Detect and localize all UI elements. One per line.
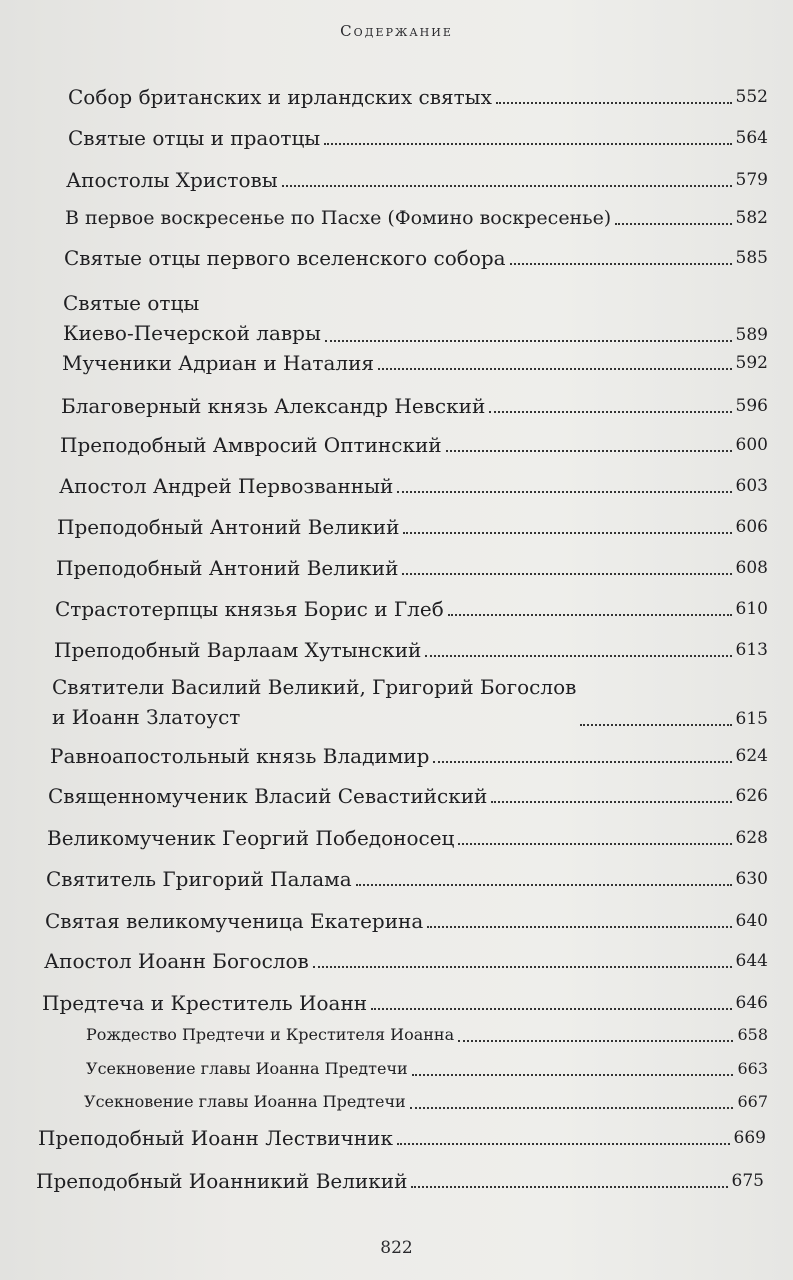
toc-entry (68, 125, 768, 151)
toc-entry-page: 592 (735, 353, 768, 373)
leader-dots (371, 1008, 731, 1010)
toc-entry-page: 615 (735, 709, 768, 729)
toc-entry-page: 663 (737, 1059, 768, 1078)
toc-subentry (84, 1089, 768, 1115)
toc-entry (64, 245, 768, 271)
toc-entry (45, 908, 768, 934)
leader-dots (402, 573, 731, 575)
toc-entry-title: Апостолы Христовы (66, 168, 278, 192)
toc-entry-title: Усекновение главы Иоанна Предтечи (84, 1092, 406, 1111)
toc-entry-page: 626 (735, 786, 768, 806)
toc-entry (55, 596, 768, 622)
toc-entry (63, 288, 768, 348)
leader-dots (433, 761, 731, 763)
toc-entry (56, 555, 768, 581)
leader-dots (491, 801, 731, 803)
toc-entry-title: Преподобный Амвросий Оптинский (60, 433, 442, 457)
toc-entry (44, 948, 768, 974)
toc-entry-page: 552 (735, 87, 768, 107)
toc-entry (66, 167, 768, 193)
toc-entry-title-line2: Киево-Печерской лавры (63, 321, 321, 345)
leader-dots (489, 411, 731, 413)
toc-entry-title (52, 672, 576, 732)
leader-dots (448, 614, 732, 616)
toc-entry-page: 600 (735, 435, 768, 455)
toc-entry (50, 743, 768, 769)
toc-entry-title: Священномученик Власий Севастийский (48, 784, 488, 808)
toc-entry-page: 646 (735, 993, 768, 1013)
toc-entry (61, 393, 768, 419)
toc-entry-title: Святитель Григорий Палама (46, 867, 352, 891)
toc-entry-page: 640 (735, 911, 768, 931)
toc-entry-title: Великомученик Георгий Победоносец (47, 826, 455, 850)
leader-dots (510, 263, 732, 265)
leader-dots (356, 884, 732, 886)
toc-entry-page: 669 (733, 1128, 766, 1148)
toc-entry (68, 84, 768, 110)
leader-dots (282, 185, 732, 187)
toc-entry-title: Равноапостольный князь Владимир (50, 744, 430, 768)
toc-entry-page: 606 (735, 517, 768, 537)
toc-entry-title: Преподобный Антоний Великий (56, 556, 399, 580)
toc-entry (54, 637, 768, 663)
toc-entry (48, 783, 768, 809)
toc-entry-title: Апостол Андрей Первозванный (59, 474, 394, 498)
toc-entry-title: Страстотерпцы князья Борис и Глеб (55, 597, 444, 621)
toc-entry-page: 624 (735, 746, 768, 766)
toc-entry (36, 1168, 764, 1194)
toc-entry-page: 667 (737, 1092, 768, 1111)
toc-entry (46, 866, 768, 892)
toc-entry-title: Собор британских и ирландских святых (68, 85, 492, 109)
leader-dots (412, 1074, 734, 1076)
toc-entry-page: 564 (735, 128, 768, 148)
toc-entry (52, 672, 768, 732)
toc-entry (42, 990, 768, 1016)
leader-dots (446, 450, 732, 452)
toc-entry-title: Благоверный князь Александр Невский (61, 394, 486, 418)
leader-dots (615, 223, 731, 225)
toc-entry-title: Преподобный Иоанникий Великий (36, 1169, 408, 1193)
toc-entry-title: Усекновение главы Иоанна Предтечи (86, 1059, 408, 1078)
toc-entry-title: Мученики Адриан и Наталия (62, 351, 375, 375)
toc-entry-title-line1: Святители Василий Великий, Григорий Богослов (52, 675, 577, 699)
leader-dots (580, 724, 731, 726)
toc-entry-page: 579 (735, 170, 768, 190)
toc-entry-page: 613 (735, 640, 768, 660)
toc-entry-page: 582 (735, 208, 768, 228)
toc-subentry (86, 1056, 768, 1082)
toc-entry-title: Преподобный Варлаам Хутынский (54, 638, 422, 662)
toc-subentry (86, 1022, 768, 1048)
leader-dots (458, 843, 731, 845)
leader-dots (397, 1143, 730, 1145)
toc-entry-title: Апостол Иоанн Богослов (44, 949, 309, 973)
toc-entry-page: 675 (731, 1171, 764, 1191)
leader-dots (458, 1040, 733, 1042)
toc-entry-title: Предтеча и Креститель Иоанн (42, 991, 368, 1015)
leader-dots (325, 340, 732, 342)
toc-entry-title: Святые отцы и праотцы (68, 126, 321, 150)
leader-dots (397, 491, 731, 493)
toc-entry-page: 585 (735, 248, 768, 268)
toc-entry (62, 350, 768, 376)
toc-entry-page: 608 (735, 558, 768, 578)
toc-entry-title-line2: и Иоанн Златоуст (52, 705, 241, 729)
toc-entry (38, 1125, 766, 1151)
leader-dots (324, 143, 731, 145)
toc-entry-page: 644 (735, 951, 768, 971)
toc-entry-page: 630 (735, 869, 768, 889)
toc-entry-page: 610 (735, 599, 768, 619)
toc-entry-title: Святые отцы первого вселенского собора (64, 246, 506, 270)
toc-entry-title: Преподобный Иоанн Лествичник (38, 1126, 393, 1150)
toc-entry-page: 628 (735, 828, 768, 848)
toc-entry (60, 432, 768, 458)
toc-entry-page: 596 (735, 396, 768, 416)
toc-entry-title: В первое воскресенье по Пасхе (Фомино воскресенье) (65, 207, 612, 229)
leader-dots (403, 532, 731, 534)
leader-dots (496, 102, 732, 104)
toc-entry-title-line1: Святые отцы (63, 291, 200, 315)
toc-entry-title (63, 288, 321, 348)
leader-dots (425, 655, 731, 657)
toc-entry (65, 205, 768, 231)
toc-entry-page: 589 (735, 325, 768, 345)
toc-entry-title: Преподобный Антоний Великий (57, 515, 400, 539)
toc-entry-title: Святая великомученица Екатерина (45, 909, 424, 933)
leader-dots (410, 1107, 734, 1109)
leader-dots (313, 966, 732, 968)
toc-entry (47, 825, 768, 851)
toc-entry (57, 514, 768, 540)
leader-dots (427, 926, 731, 928)
toc-entry-page: 603 (735, 476, 768, 496)
page-header: Содержание (340, 22, 453, 40)
toc-entry (59, 473, 768, 499)
toc-entry-page: 658 (737, 1025, 768, 1044)
leader-dots (411, 1186, 727, 1188)
toc-entry-title: Рождество Предтечи и Крестителя Иоанна (86, 1025, 455, 1044)
page-number: 822 (380, 1238, 413, 1258)
leader-dots (378, 368, 731, 370)
